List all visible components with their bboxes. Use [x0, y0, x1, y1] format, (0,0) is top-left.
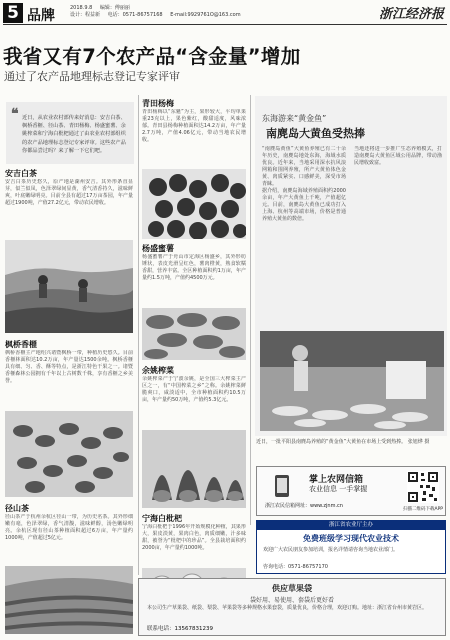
sidebar-caption [256, 438, 446, 446]
sidebar-paragraph: 当地还将进一步推广生态养殖模式，打造南麂岛大黄鱼区域公用品牌，带动渔民增收致富。 [354, 146, 442, 166]
section-title-yuyao: 余姚榨菜 [142, 366, 174, 375]
ad-fruit-bags-title: 供应草果袋 [272, 584, 312, 593]
sidebar-paragraph: “南麂岛黄鱼”大黄鱼养殖已有二十余年历史，南麂岛地处东海，海域水质优良。近年来，当地采用深水抗风浪网箱和围网养殖，所产大黄鱼体色金黄、肉质紧实、口感鲜美，深受市场青睐。 [262, 146, 346, 187]
section-title-jingshan: 径山茶 [5, 504, 29, 513]
sidebar-title: 南麂岛大黄鱼受热捧 [266, 127, 365, 140]
section-text-jingshan: 径山茶产于杭州余杭区径山一带，为历史名茶。其外形细嫩有毫，色泽翠绿，香气清馥，滋味鲜醇，汤色嫩绿明亮。余杭区现有径山茶种植面积超过6万亩，年产量约1000吨，产值超过5亿元。 [5, 514, 133, 541]
sub-headline: 通过了农产品地理标志登记专家评审 [4, 70, 180, 83]
intro-box [6, 102, 134, 164]
photo-tea-garden [5, 240, 133, 333]
editor-credit: 编辑：傅丽丽 [99, 5, 130, 11]
ad-training-title: 免费班级学习现代农业技术 [303, 534, 399, 543]
sidebar-text-col2 [354, 146, 442, 328]
page-number: 5 [3, 3, 23, 23]
ad-fruit-bags-body: 本公司生产草果袋、纸袋、梨袋、苹果袋等多种规格水果套袋，质量优良，价格合理，欢迎订购。地址：浙江省台州市黄岩区。 [147, 605, 428, 611]
photo-tea-plantation [5, 566, 133, 634]
section-name: 品牌 [27, 8, 55, 24]
sidebar-text-col1 [262, 146, 346, 328]
photo-credit: 张旭烨 摄 [407, 439, 430, 445]
quote-mark-icon: ❝ [11, 106, 19, 122]
email-address: E-mail:9929761O@163.com [170, 12, 241, 18]
section-text-qingtian: 青田杨梅以“东魁”为主，果形较大，平均单果重23克以上，果色紫红，酸甜适度，风味浓郁。青田县杨梅种植面积达14.2万亩，年产量2.7万吨，产值4.06亿元，带动当地农民增收。 [142, 109, 246, 143]
ad-mailbox-title: 掌上农网信箱 [309, 475, 364, 485]
photo-mustard-tuber [142, 430, 246, 508]
section-title-qingtian: 青田杨梅 [142, 99, 174, 108]
column-divider [250, 95, 251, 525]
section-text-yuyao: 余姚榨菜产于宁波余姚，是全国三大榨菜主产区之一，有“中国榨菜之乡”之称。余姚榨菜鲜脆爽口，咸淡适中，全市种植面积约10.5万亩，年产量约50万吨，产值约5.3亿元。 [142, 376, 246, 403]
photo-yellow-croaker [260, 331, 444, 431]
ad-training-tel: 咨询电话：0571-86757170 [263, 564, 328, 570]
ad-training[interactable] [256, 520, 446, 574]
ad-training-body: 欢迎广大农民朋友参加培训，报名详情请咨询当地农业部门。 [263, 547, 399, 553]
section-text-fengqiao: 枫桥香榧主产地绍兴诸暨枫桥一带，种植历史悠久。目前香榧林面积达10.2万亩，年产量达1500余吨。枫桥香榧具有细、匀、香、酥等特点，是浙江特色干果之一。诸暨香榧森林公园拥有千年以上古树数千株，享有香榧之乡美誉。 [5, 350, 133, 384]
section-text-yangsheng: 杨盛蜜薯产于舟山市定海区杨盛乡，其外形纺锤状，表皮光滑呈红色，薯肉橙黄，熟食软糯香甜，营养丰富。全区种植面积约1万亩，年产量约1.5万吨，产值约4500万元。 [142, 254, 246, 281]
ad-mailbox-subtitle: 农业信息 一手掌握 [309, 485, 368, 493]
sidebar-caption-text: 近日，一批平阳县南麂岛养殖的“黄金鱼”大黄鱼在市场上受到热捧。 [256, 439, 407, 445]
ad-training-organizer: 浙江省农业厅主办 [257, 521, 445, 530]
designer-credit: 设计：程益新 [70, 12, 101, 18]
sidebar-kicker: 东海游来“黄金鱼” [262, 114, 327, 123]
section-title-yangsheng: 杨盛蜜薯 [142, 244, 174, 253]
newspaper-logo: 浙江经济报 [378, 7, 444, 22]
photo-torreya-nuts [5, 411, 133, 497]
main-headline: 我省又有7个农产品“含金量”增加 [3, 45, 301, 68]
ad-fruit-bags-subtitle: 袋好用、易使用、套袋后更好看 [249, 597, 334, 604]
ad-fruit-bags-phone: 联系电话：13567831239 [147, 626, 213, 632]
section-title-fengqiao: 枫桥香榧 [5, 340, 37, 349]
photo-bayberry [142, 169, 246, 239]
issue-date: 2018.9.8 [70, 5, 93, 11]
header-meta [70, 5, 285, 19]
section-text-anji: 安吉白茶历史悠久，原产地是湖州安吉。其外形条直显芽，似兰似凤，色泽翠绿间显黄，香气清香持久，滋味鲜爽，叶底嫩绿明亮。目前全县有超过17万亩茶园，年产量超过1900吨，产值27.2亿元，带动农民增收。 [5, 179, 133, 206]
ad-farmer-mailbox[interactable] [256, 466, 446, 516]
ad-fruit-bags[interactable] [138, 578, 446, 636]
intro-text: 近日，从农业农村部传来好消息：安吉白茶、枫桥香榧、径山茶、青田杨梅、杨盛蜜薯、余姚榨菜和宁海白枇杷通过了由农业农村部组织的农产品地理标志登记专家评审。这些农产品你都品尝过吗？来了解一下它们吧。 [22, 115, 126, 154]
sidebar-paragraph: 据介绍，南麂岛海域养殖面积约2000余亩，年产大黄鱼上千吨，产值超亿元。目前，南麂岛大黄鱼已成功打入上海、杭州等高端市场，价格是普通养殖大黄鱼的数倍。 [262, 188, 346, 222]
phone-number: 电话：0571-86757168 [107, 12, 163, 18]
section-text-ninghai: 宁海白枇杷于1996年开始规模化种植，其果形大，果皮淡黄，果肉白色，肉质细嫩，汁多味甜，被誉为“枇杷中的珍品”。全县栽培面积约2000亩，年产量约1000吨。 [142, 524, 246, 551]
header-rule [3, 24, 447, 25]
photo-sweet-potato [142, 308, 246, 360]
qr-label: 扫描二维码下载APP [403, 507, 444, 512]
phone-icon [265, 473, 305, 499]
column-divider [138, 95, 139, 575]
section-title-ninghai: 宁海白枇杷 [142, 514, 182, 523]
section-title-anji: 安吉白茶 [5, 169, 37, 178]
qr-code-icon [407, 471, 439, 503]
ad-mailbox-site: 浙江农民信箱网址：www.zjnm.cn [265, 503, 343, 509]
